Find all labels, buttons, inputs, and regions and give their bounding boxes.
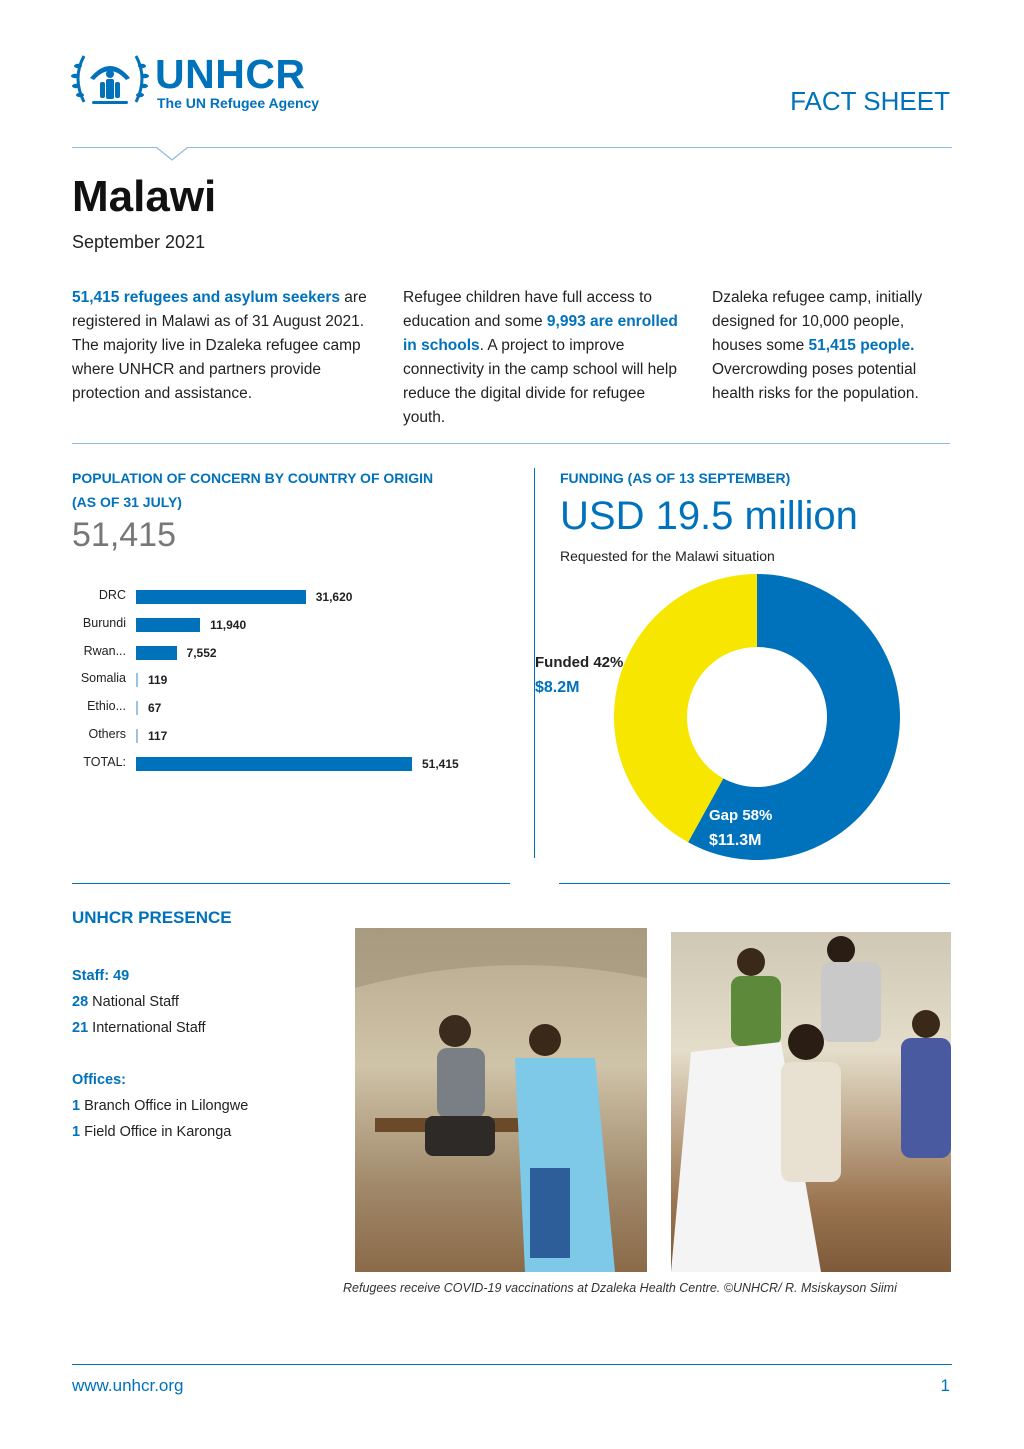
page-title: Malawi [72, 172, 217, 221]
bar-category-label: Burundi [82, 615, 126, 630]
intro-text: . A project to improve connectivity in the camp school will help reduce the digital divide for refugee youth. [403, 337, 677, 426]
photo-scene-2 [671, 932, 951, 1272]
gap-label: Gap 58% [709, 807, 773, 824]
presence-heading: UNHCR PRESENCE [72, 908, 232, 927]
bar-value-label: 51,415 [422, 756, 459, 771]
office-number: 1 [72, 1098, 81, 1114]
staff-number: 21 [72, 1020, 89, 1036]
enrolled-highlight: 9,993 are enrolled in schools [403, 313, 678, 354]
intro-text: Overcrowding poses potential health risks for the population. [712, 361, 919, 402]
intro-text: Refugee children have full access to education and some [403, 289, 653, 330]
intro-column-1 [72, 286, 377, 406]
population-bar [136, 757, 412, 771]
vaccination-photo-2 [671, 932, 951, 1272]
section-divider [559, 883, 950, 884]
photo-scene-1 [355, 928, 647, 1272]
camp-population-highlight: 51,415 people. [808, 337, 915, 354]
section-divider [72, 883, 510, 884]
bar-value-label: 117 [148, 729, 168, 743]
bar-value-label: 31,620 [315, 590, 353, 604]
bar-value-label: 7,552 [186, 645, 217, 660]
intro-text: Dzaleka refugee camp, initially designed for 10,000 people, houses some [712, 289, 923, 354]
intro-text: are registered in Malawi as of 31 August 2021. The majority live in Dzaleka refugee camp where UNHCR and partners provide protection and assistance. [72, 289, 367, 402]
offices-heading: Offices: [72, 1072, 126, 1088]
population-bar-chart [60, 585, 510, 775]
intro-column-3 [712, 286, 957, 406]
population-bar [136, 673, 138, 687]
photo-caption: Refugees receive COVID-19 vaccinations at Dzaleka Health Centre. ©UNHCR/ R. Msiskayson Siimi [343, 1281, 897, 1295]
logo-title: UNHCR [155, 51, 306, 97]
office-text: Field Office in Karonga [84, 1124, 232, 1140]
laurel-emblem-icon [70, 48, 150, 110]
population-bar [136, 618, 200, 632]
vaccination-photo-1 [355, 928, 647, 1272]
funded-label: Funded 42% [535, 654, 624, 671]
section-divider [72, 443, 950, 444]
bar-value-label: 119 [148, 673, 168, 688]
staff-text: International Staff [92, 1020, 206, 1036]
population-bar [136, 701, 138, 715]
staff-heading: Staff: 49 [72, 968, 130, 984]
office-item [72, 1098, 248, 1114]
doc-type-label: FACT SHEET [790, 86, 950, 116]
staff-text: National Staff [92, 994, 179, 1010]
bar-category-label: Others [88, 727, 126, 741]
footer-divider [72, 1364, 952, 1365]
unhcr-logo [70, 48, 150, 110]
population-bar [136, 729, 138, 743]
bar-value-label: 11,940 [210, 617, 247, 632]
staff-number: 28 [72, 994, 89, 1010]
page-date: September 2021 [72, 232, 206, 252]
divider-notch-icon [156, 147, 188, 163]
page-number: 1 [940, 1376, 950, 1395]
bar-value-label: 67 [148, 701, 162, 716]
refugee-count-highlight: 51,415 refugees and asylum seekers [72, 289, 340, 306]
intro-column-2 [403, 286, 688, 430]
office-text: Branch Office in Lilongwe [84, 1098, 249, 1114]
header-divider [72, 147, 952, 148]
logo-subtitle: The UN Refugee Agency [157, 95, 320, 111]
bar-category-label: Ethio... [87, 699, 126, 714]
bar-category-label: TOTAL: [83, 754, 126, 769]
population-heading [72, 466, 433, 514]
gap-amount: $11.3M [709, 832, 762, 849]
funding-note: Requested for the Malawi situation [560, 548, 775, 564]
bar-category-label: Somalia [80, 671, 126, 686]
population-heading-line1: POPULATION OF CONCERN BY COUNTRY OF ORIGIN [72, 470, 434, 486]
bar-category-label: DRC [98, 588, 126, 602]
staff-item [72, 994, 179, 1010]
office-item [72, 1124, 231, 1140]
funding-heading: FUNDING (AS OF 13 SEPTEMBER) [560, 470, 791, 486]
population-heading-line2: (AS OF 31 JULY) [72, 494, 182, 510]
population-total: 51,415 [72, 516, 176, 554]
funded-amount: $8.2M [535, 679, 580, 696]
office-number: 1 [72, 1124, 81, 1140]
funding-amount: USD 19.5 million [560, 494, 858, 538]
population-bar [136, 590, 306, 604]
population-bar [136, 646, 177, 660]
footer-url-link[interactable]: www.unhcr.org [72, 1376, 184, 1395]
bar-category-label: Rwan... [83, 643, 126, 658]
staff-item [72, 1020, 206, 1036]
